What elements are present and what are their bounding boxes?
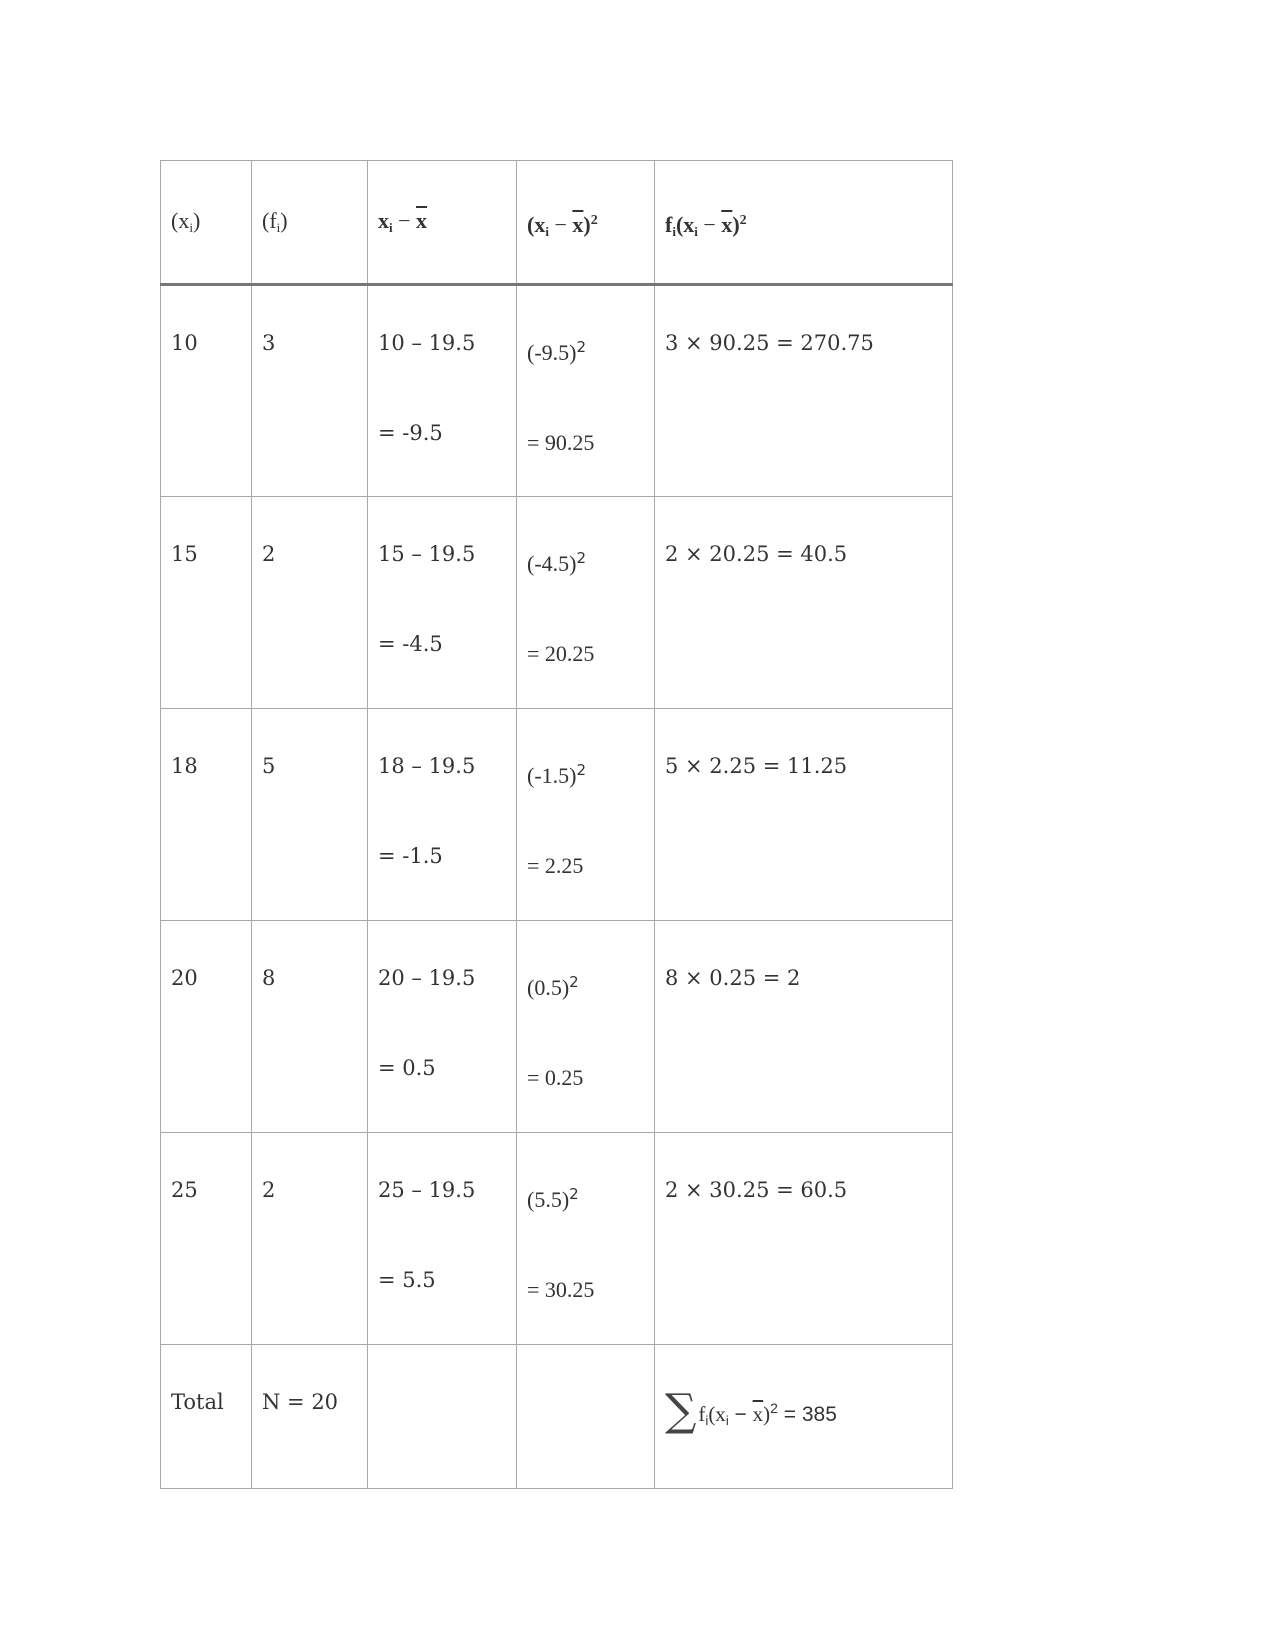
cell-x: 18 [161,709,252,921]
total-n: N = 20 [252,1345,368,1489]
cell-product: 3 × 90.25 = 270.75 [655,285,953,497]
total-label: Total [161,1345,252,1489]
cell-squared: $(0.5)^2$ = 0.25 [517,921,655,1133]
header-weighted-squared-deviation: $f_i(x_i - \overline{x})^2$ [655,161,953,285]
header-row [161,161,953,285]
variance-table [160,160,953,1489]
cell-squared: $(-9.5)^2$ = 90.25 [517,285,655,497]
header-fi: $(f_i)$ [252,161,368,285]
header-squared-deviation: $(x_i - \overline{x})^2$ [517,161,655,285]
table-row [161,285,953,497]
total-row [161,1345,953,1489]
cell-product: 8 × 0.25 = 2 [655,921,953,1133]
cell-deviation: 25 – 19.5 = 5.5 [368,1133,517,1345]
cell-f: 2 [252,497,368,709]
sum-expression: $f_i(x_i - \overline{x})^2 = 385$ [698,1400,837,1428]
cell-deviation: 10 – 19.5 = -9.5 [368,285,517,497]
cell-squared: $(-4.5)^2$ = 20.25 [517,497,655,709]
table-row [161,497,953,709]
cell-deviation: 18 – 19.5 = -1.5 [368,709,517,921]
cell-product: 2 × 20.25 = 40.5 [655,497,953,709]
cell-squared: $(5.5)^2$ = 30.25 [517,1133,655,1345]
total-empty-deviation [368,1345,517,1489]
header-deviation: $x_i - \overline{x}$ [368,161,517,285]
cell-product: 5 × 2.25 = 11.25 [655,709,953,921]
cell-product: 2 × 30.25 = 60.5 [655,1133,953,1345]
table-row [161,921,953,1133]
cell-f: 3 [252,285,368,497]
cell-x: 25 [161,1133,252,1345]
sigma-icon: ∑ [665,1385,697,1436]
cell-x: 10 [161,285,252,497]
cell-f: 2 [252,1133,368,1345]
cell-squared: $(-1.5)^2$ = 2.25 [517,709,655,921]
table-row [161,709,953,921]
cell-x: 15 [161,497,252,709]
total-sum [655,1345,953,1489]
cell-x: 20 [161,921,252,1133]
cell-deviation: 20 – 19.5 = 0.5 [368,921,517,1133]
cell-deviation: 15 – 19.5 = -4.5 [368,497,517,709]
header-xi: $(x_i)$ [161,161,252,285]
cell-f: 8 [252,921,368,1133]
table-row [161,1133,953,1345]
cell-f: 5 [252,709,368,921]
total-empty-squared [517,1345,655,1489]
